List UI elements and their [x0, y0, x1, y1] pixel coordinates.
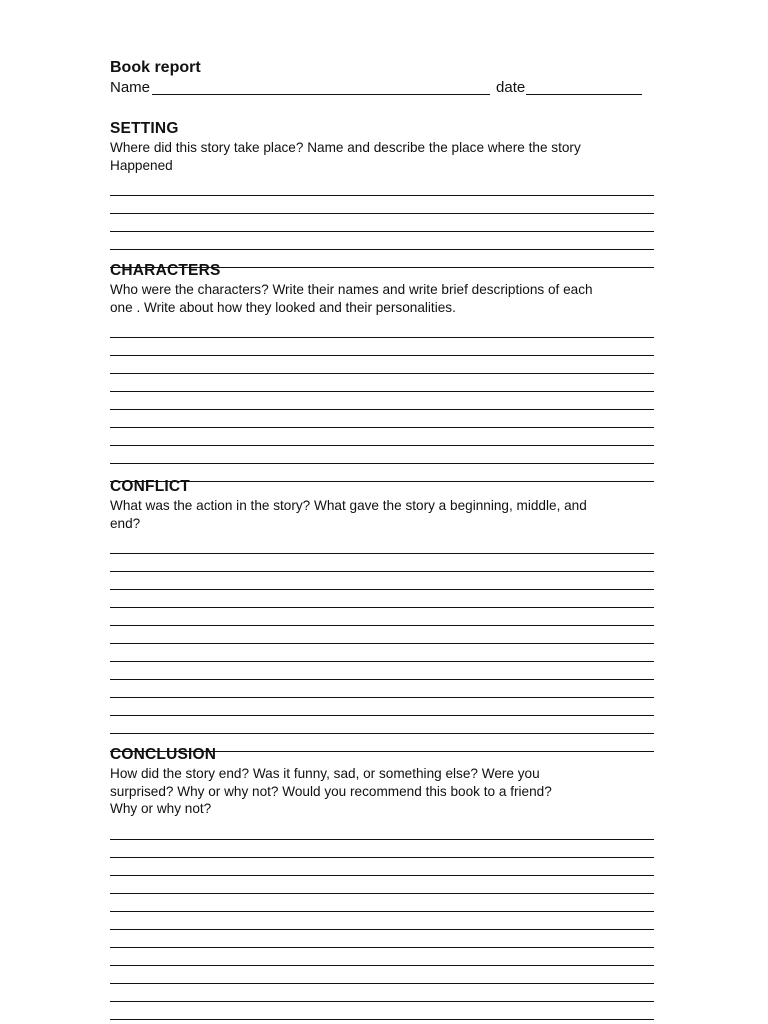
answer-line[interactable]: [110, 232, 654, 250]
answer-lines-characters: [110, 320, 654, 482]
answer-line[interactable]: [110, 894, 654, 912]
answer-line[interactable]: [110, 966, 654, 984]
answer-line[interactable]: [110, 912, 654, 930]
answer-line[interactable]: [110, 178, 654, 196]
answer-line[interactable]: [110, 554, 654, 572]
answer-line[interactable]: [110, 536, 654, 554]
answer-line[interactable]: [110, 948, 654, 966]
answer-line[interactable]: [110, 840, 654, 858]
name-date-row: [110, 79, 654, 97]
answer-line[interactable]: [110, 590, 654, 608]
name-label: Name: [110, 79, 151, 96]
answer-line[interactable]: [110, 716, 654, 734]
answer-line[interactable]: [110, 876, 654, 894]
answer-line[interactable]: [110, 644, 654, 662]
section-prompt-conclusion: How did the story end? Was it funny, sad, or something else? Were you surprised? Why or why not? Would you recommend this book to a friend? Why or why not?: [110, 766, 552, 816]
date-label: date: [496, 79, 526, 96]
section-conflict: [110, 478, 654, 752]
date-field[interactable]: [526, 79, 642, 95]
answer-line[interactable]: [110, 662, 654, 680]
answer-line[interactable]: [110, 822, 654, 840]
answer-line[interactable]: [110, 608, 654, 626]
section-characters: [110, 262, 654, 482]
answer-line[interactable]: [110, 392, 654, 410]
answer-line[interactable]: [110, 698, 654, 716]
answer-lines-conclusion: [110, 822, 654, 1020]
answer-line[interactable]: [110, 338, 654, 356]
answer-line[interactable]: [110, 410, 654, 428]
answer-line[interactable]: [110, 446, 654, 464]
answer-line[interactable]: [110, 572, 654, 590]
answer-line[interactable]: [110, 214, 654, 232]
answer-lines-conflict: [110, 536, 654, 752]
answer-line[interactable]: [110, 858, 654, 876]
answer-line[interactable]: [110, 930, 654, 948]
section-conclusion: [110, 746, 654, 1020]
answer-line[interactable]: [110, 1002, 654, 1020]
answer-line[interactable]: [110, 984, 654, 1002]
answer-lines-setting: [110, 178, 654, 268]
section-prompt-characters: Who were the characters? Write their names and write brief descriptions of each one . Write about how they looked and their personalities.: [110, 282, 593, 315]
section-title-conflict: CONFLICT: [110, 478, 190, 495]
page-title: Book report: [110, 59, 201, 76]
section-setting: [110, 120, 654, 268]
name-field[interactable]: [152, 79, 490, 95]
section-title-characters: CHARACTERS: [110, 262, 221, 279]
answer-line[interactable]: [110, 680, 654, 698]
answer-line[interactable]: [110, 374, 654, 392]
answer-line[interactable]: [110, 428, 654, 446]
answer-line[interactable]: [110, 356, 654, 374]
answer-line[interactable]: [110, 320, 654, 338]
book-report-page: [110, 58, 654, 816]
answer-line[interactable]: [110, 626, 654, 644]
answer-line[interactable]: [110, 196, 654, 214]
section-title-conclusion: CONCLUSION: [110, 746, 217, 763]
section-title-setting: SETTING: [110, 120, 179, 137]
section-prompt-conflict: What was the action in the story? What gave the story a beginning, middle, and end?: [110, 498, 587, 531]
section-prompt-setting: Where did this story take place? Name and describe the place where the story Happened: [110, 140, 581, 173]
